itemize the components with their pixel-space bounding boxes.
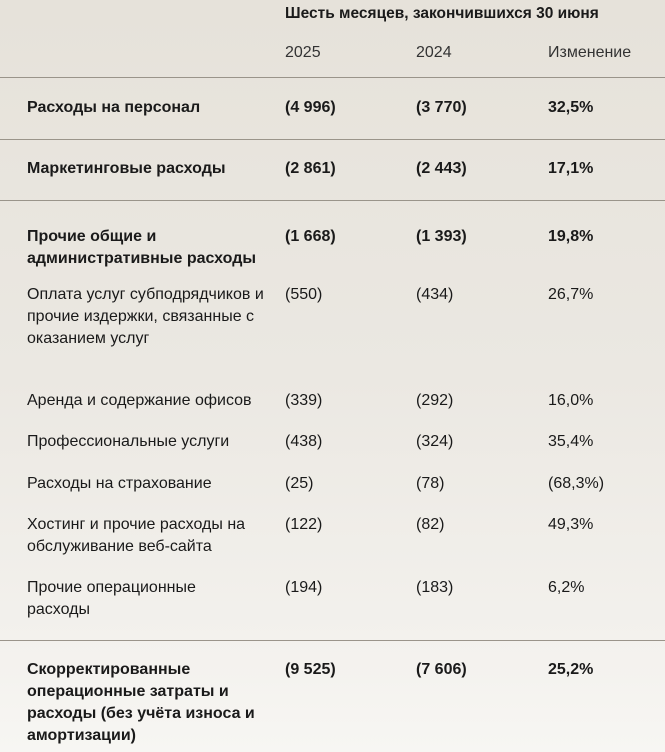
value-change: 32,5% xyxy=(548,99,594,116)
year-2025-header: 2025 xyxy=(285,44,321,61)
row-label: Хостинг и прочие расходы на обслуживание веб-сайта xyxy=(27,516,246,555)
value-2024: (7 606) xyxy=(416,661,467,678)
value-2024: (434) xyxy=(416,286,454,303)
value-2024: (183) xyxy=(416,579,454,596)
row-label: Расходы на страхование xyxy=(27,475,212,492)
value-2024: (1 393) xyxy=(416,228,467,245)
row-label: Аренда и содержание офисов xyxy=(27,392,252,409)
value-2024: (324) xyxy=(416,433,454,450)
value-2025: (25) xyxy=(285,475,314,492)
row-label: Профессиональные услуги xyxy=(27,433,230,450)
year-2024-header: 2024 xyxy=(416,44,452,61)
value-change: 17,1% xyxy=(548,160,594,177)
value-2024: (3 770) xyxy=(416,99,467,116)
value-2025: (194) xyxy=(285,579,323,596)
row-label: Оплата услуг субподрядчиков и прочие издержки, связанные с оказанием услуг xyxy=(27,286,264,347)
divider xyxy=(0,77,665,78)
divider xyxy=(0,200,665,201)
value-2025: (339) xyxy=(285,392,323,409)
value-change: 26,7% xyxy=(548,286,594,303)
value-2025: (122) xyxy=(285,516,323,533)
row-label: Скорректированные операционные затраты и расходы (без учёта износа и амортизации) xyxy=(27,661,255,744)
value-change: 35,4% xyxy=(548,433,594,450)
value-change: 16,0% xyxy=(548,392,594,409)
divider xyxy=(0,640,665,641)
value-2024: (292) xyxy=(416,392,454,409)
change-header: Изменение xyxy=(548,44,632,61)
value-2025: (438) xyxy=(285,433,323,450)
value-change: 49,3% xyxy=(548,516,594,533)
divider xyxy=(0,139,665,140)
row-label: Прочие операционные расходы xyxy=(27,579,196,618)
value-change: (68,3%) xyxy=(548,475,605,492)
value-2024: (82) xyxy=(416,516,445,533)
value-2025: (2 861) xyxy=(285,160,336,177)
row-label: Маркетинговые расходы xyxy=(27,160,226,177)
value-2025: (4 996) xyxy=(285,99,336,116)
value-2025: (1 668) xyxy=(285,228,336,245)
value-2025: (550) xyxy=(285,286,323,303)
value-change: 6,2% xyxy=(548,579,585,596)
value-2025: (9 525) xyxy=(285,661,336,678)
value-change: 25,2% xyxy=(548,661,594,678)
value-2024: (2 443) xyxy=(416,160,467,177)
value-change: 19,8% xyxy=(548,228,594,245)
row-label: Прочие общие и административные расходы xyxy=(27,228,257,267)
row-label: Расходы на персонал xyxy=(27,99,201,116)
value-2024: (78) xyxy=(416,475,445,492)
period-header: Шесть месяцев, закончившихся 30 июня xyxy=(285,5,599,22)
